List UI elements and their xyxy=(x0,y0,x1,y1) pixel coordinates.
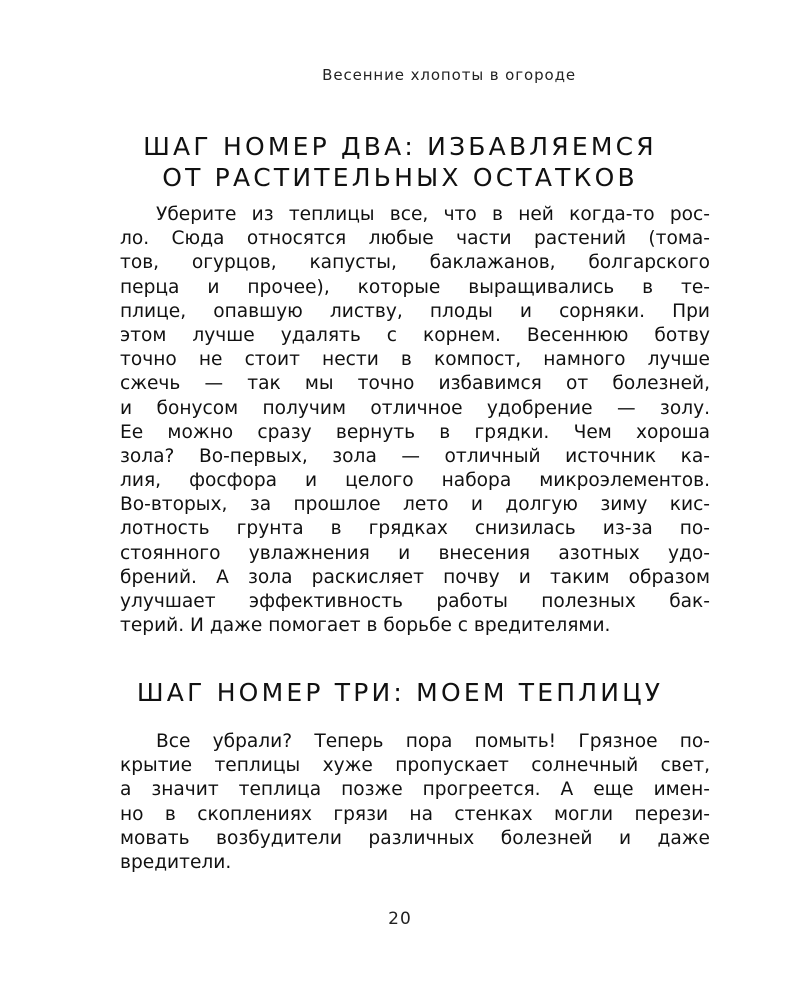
paragraph-line: терий. И даже помогает в борьбе с вредителями. xyxy=(120,615,611,637)
paragraph-line: лотность грунта в грядках снизилась из-за по- xyxy=(120,518,710,540)
paragraph-line: Уберите из теплицы все, что в ней когда-то рос- xyxy=(156,204,710,225)
paragraph-line: и бонусом получим отличное удобрение — золу. xyxy=(120,397,710,419)
paragraph-line: сжечь — так мы точно избавимся от болезней, xyxy=(120,373,710,395)
paragraph-line: стоянного увлажнения и внесения азотных удо- xyxy=(120,542,710,564)
paragraph-line: тов, огурцов, капусты, баклажанов, болгарского xyxy=(120,252,710,274)
paragraph-line: лия, фосфора и целого набора микроэлементов. xyxy=(120,470,710,492)
section-three-heading xyxy=(120,677,680,708)
paragraph-line: а значит теплица позже прогреется. А еще имен- xyxy=(120,779,710,801)
paragraph-line: Ее можно сразу вернуть в грядки. Чем хороша xyxy=(120,421,710,443)
paragraph-line: брений. А зола раскисляет почву и таким образом xyxy=(120,566,710,588)
section-two-heading xyxy=(120,131,680,193)
paragraph-line: крытие теплицы хуже пропускает солнечный свет, xyxy=(120,755,710,777)
paragraph-line: вредители. xyxy=(120,851,232,873)
paragraph-line: точно не стоит нести в компост, намного лучше xyxy=(120,349,710,371)
paragraph-line: но в скоплениях грязи на стенках могли перези- xyxy=(120,803,710,825)
paragraph-line: Все убрали? Теперь пора помыть! Грязное по- xyxy=(156,731,710,752)
section-two-paragraph xyxy=(120,203,710,638)
paragraph-line: ло. Сюда относятся любые части растений (тома- xyxy=(120,228,710,250)
running-header: Весенние хлопоты в огороде xyxy=(322,66,576,84)
paragraph-line: зола? Во-первых, зола — отличный источник ка- xyxy=(120,445,710,467)
heading-line: ОТ РАСТИТЕЛЬНЫХ ОСТАТКОВ xyxy=(162,163,638,192)
paragraph-line: улучшает эффективность работы полезных бак- xyxy=(120,591,710,612)
paragraph-line: перца и прочее), которые выращивались в те- xyxy=(120,276,710,298)
paragraph-line: плице, опавшую листву, плоды и сорняки. При xyxy=(120,300,710,322)
paragraph-line: Во-вторых, за прошлое лето и долгую зиму кис- xyxy=(120,494,710,516)
heading-line: ШАГ НОМЕР ДВА: ИЗБАВЛЯЕМСЯ xyxy=(143,132,657,161)
paragraph-line: этом лучше удалять с корнем. Весеннюю ботву xyxy=(120,324,710,346)
paragraph-line: мовать возбудители различных болезней и даже xyxy=(120,827,710,849)
page-number: 20 xyxy=(388,909,412,929)
heading-line: ШАГ НОМЕР ТРИ: МОЕМ ТЕПЛИЦУ xyxy=(136,678,664,707)
section-three-paragraph xyxy=(120,730,710,875)
